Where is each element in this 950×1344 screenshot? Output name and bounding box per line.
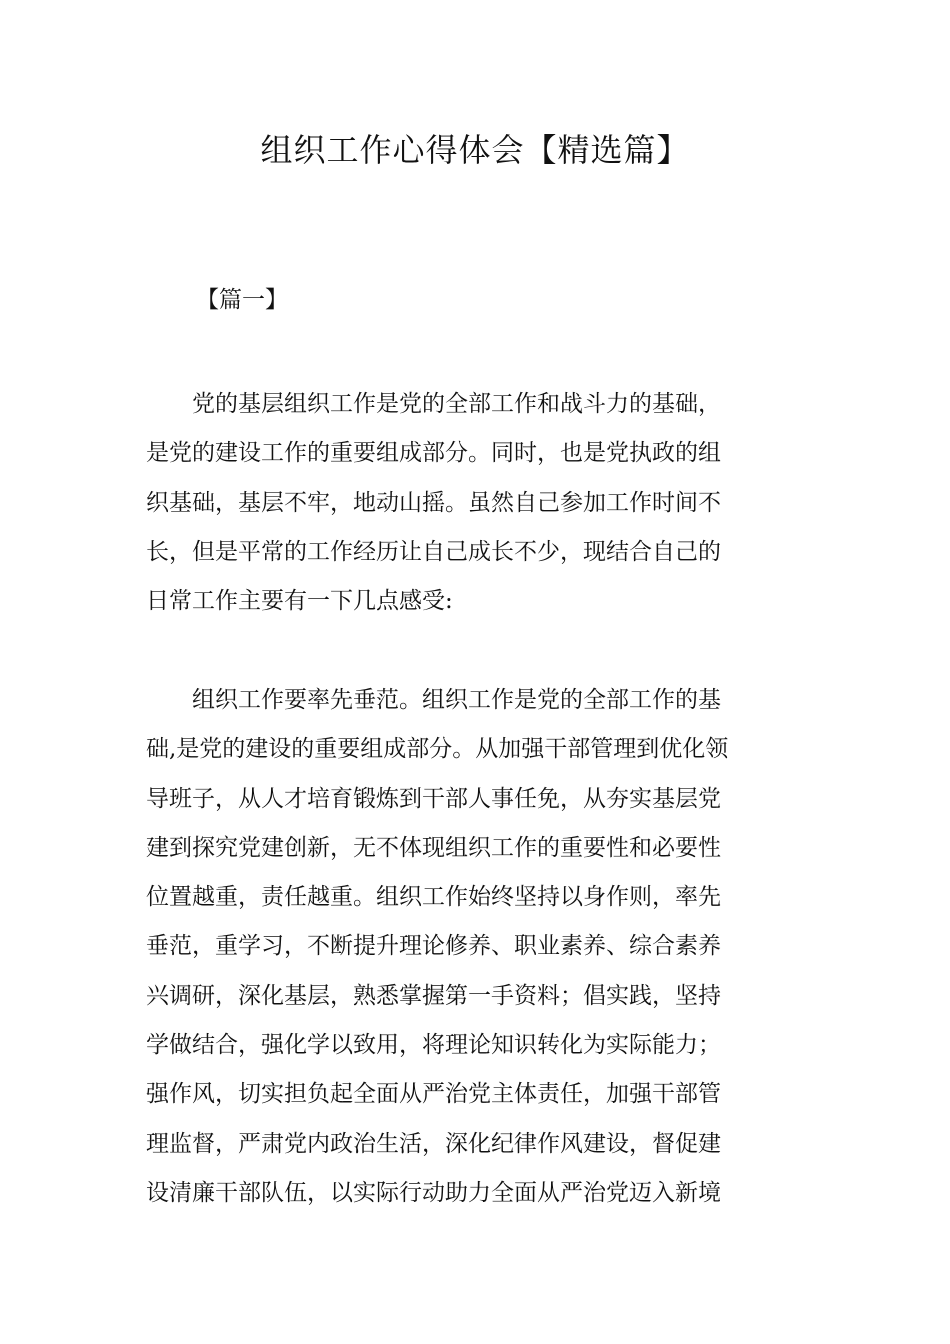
paragraph-line: 理监督，严肃党内政治生活，深化纪律作风建设，督促建	[146, 1130, 721, 1157]
paragraph-line: 设清廉干部队伍，以实际行动助力全面从严治党迈入新境	[146, 1179, 721, 1206]
paragraph-line: 党的基层组织工作是党的全部工作和战斗力的基础，	[146, 391, 721, 417]
document-title: 组织工作心得体会【精选篇】	[260, 131, 690, 169]
paragraph-line: 强作风，切实担负起全面从严治党主体责任，加强干部管	[146, 1081, 721, 1108]
paragraph-1	[146, 380, 806, 626]
paragraph-line: 组织工作要率先垂范。组织工作是党的全部工作的基	[146, 687, 721, 713]
paragraph-line: 学做结合，强化学以致用，将理论知识转化为实际能力；	[146, 1032, 721, 1059]
paragraph-2	[146, 676, 806, 1218]
paragraph-line: 础,是党的建设的重要组成部分。从加强干部管理到优化领	[146, 736, 729, 763]
paragraph-line: 日常工作主要有一下几点感受:	[146, 588, 453, 615]
paragraph-line: 长，但是平常的工作经历让自己成长不少，现结合自己的	[146, 538, 721, 565]
paragraph-line: 导班子，从人才培育锻炼到干部人事任免，从夯实基层党	[146, 785, 721, 812]
paragraph-line: 织基础，基层不牢，地动山摇。虽然自己参加工作时间不	[146, 489, 721, 516]
paragraph-line: 垂范，重学习，不断提升理论修养、职业素养、综合素养	[146, 933, 721, 960]
paragraph-line: 是党的建设工作的重要组成部分。同时，也是党执政的组	[146, 440, 721, 467]
paragraph-line: 兴调研，深化基层，熟悉掌握第一手资料；倡实践，坚持	[146, 982, 721, 1009]
paragraph-line: 建到探究党建创新，无不体现组织工作的重要性和必要性	[146, 834, 721, 861]
section-label: 【篇一】	[196, 287, 288, 313]
paragraph-line: 位置越重，责任越重。组织工作始终坚持以身作则，率先	[146, 884, 721, 911]
